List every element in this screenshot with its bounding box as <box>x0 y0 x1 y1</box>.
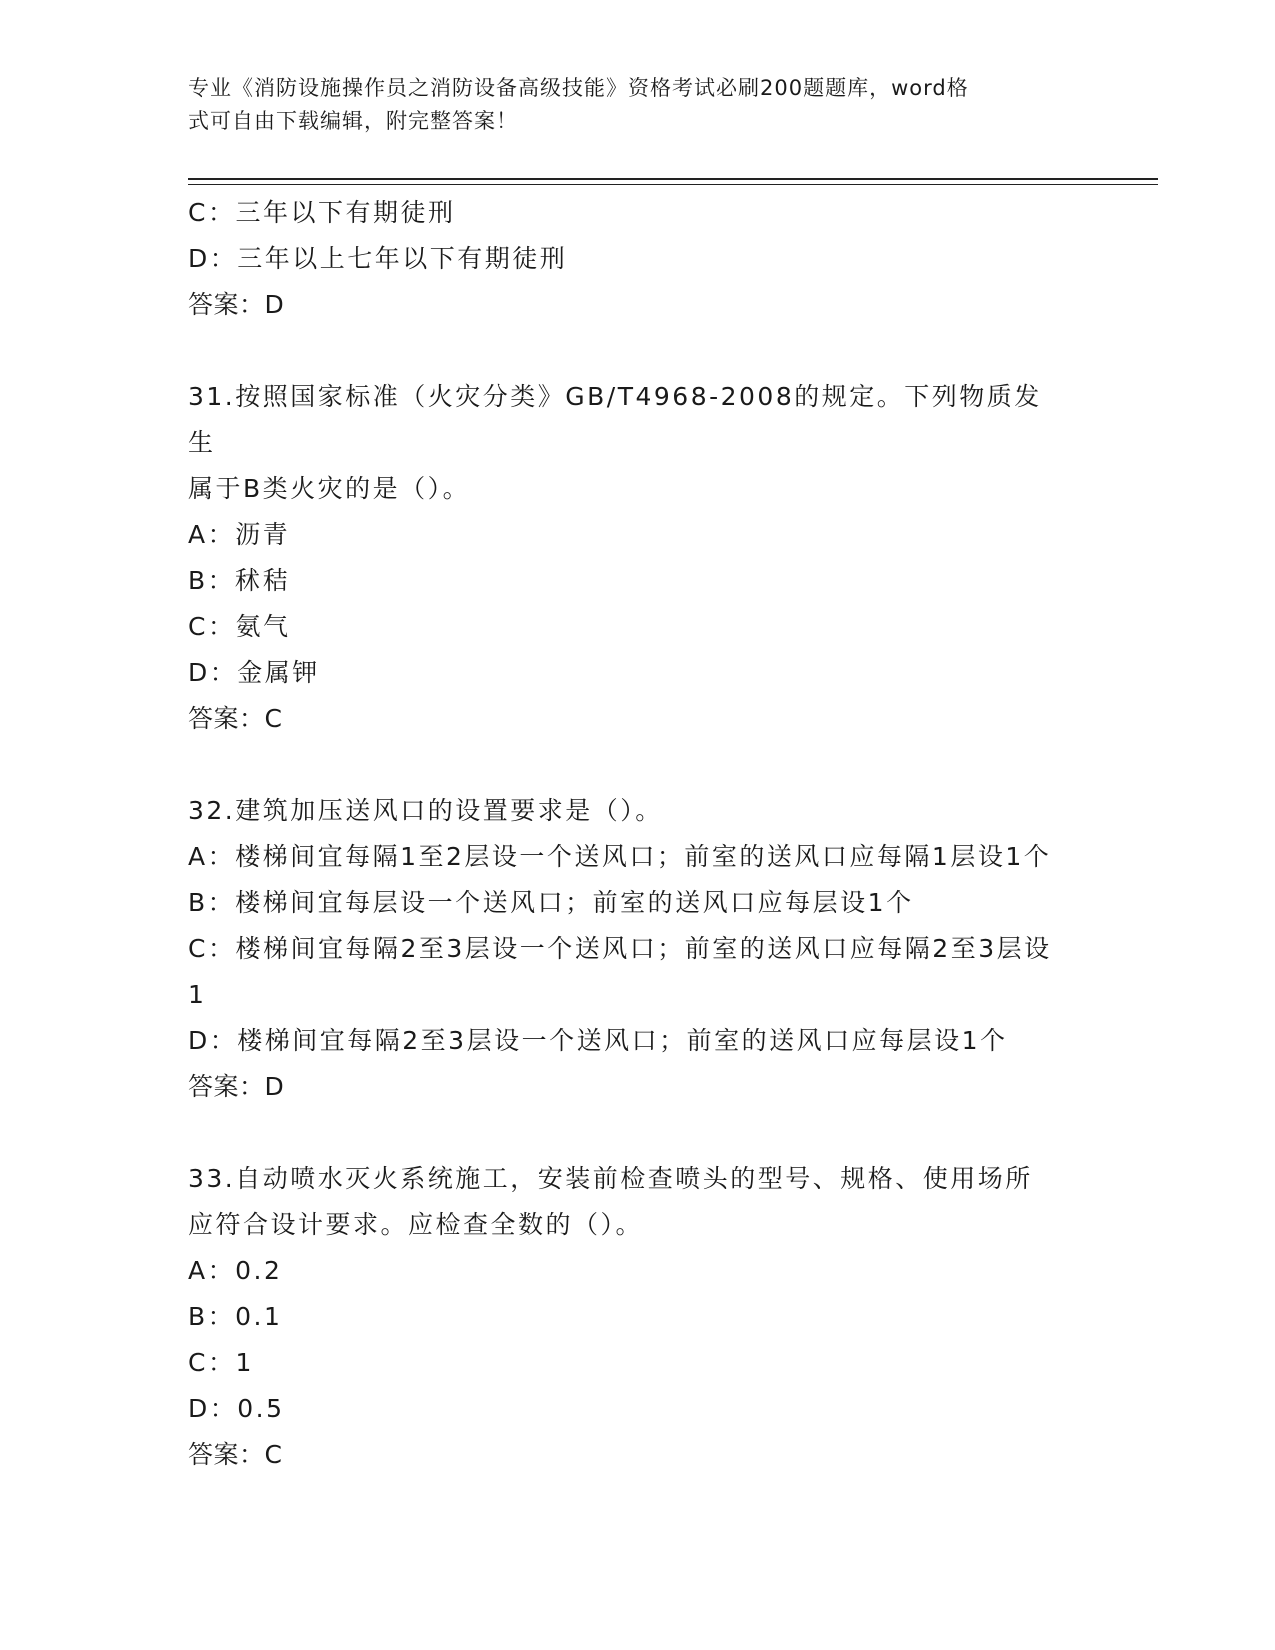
question-stem: 32.建筑加压送风口的设置要求是（）。 <box>188 796 663 825</box>
option-a: A：楼梯间宜每隔1至2层设一个送风口；前室的送风口应每隔1层设1个 <box>188 842 1052 871</box>
option-c: C：氨气 <box>188 612 291 641</box>
header-divider <box>188 178 1158 185</box>
option-a: A：0.2 <box>188 1256 283 1285</box>
answer-line: 答案：C <box>188 1440 283 1469</box>
option-c: C：楼梯间宜每隔2至3层设一个送风口；前室的送风口应每隔2至3层设1 <box>188 934 1052 1009</box>
option-d: D：0.5 <box>188 1394 285 1423</box>
previous-question-tail <box>188 190 1068 328</box>
question-stem: 应符合设计要求。应检查全数的（）。 <box>188 1210 644 1239</box>
answer-line: 答案：D <box>188 290 285 319</box>
header-line-1: 专业《消防设施操作员之消防设备高级技能》资格考试必刷200题题库，word格 <box>188 76 969 100</box>
option-c: C：1 <box>188 1348 254 1377</box>
option-d: D：金属钾 <box>188 658 320 687</box>
question-33 <box>188 1156 1068 1478</box>
question-32 <box>188 788 1068 1110</box>
answer-line: 答案：C <box>188 704 283 733</box>
header-line-2: 式可自由下载编辑，附完整答案！ <box>188 109 518 133</box>
question-stem: 33.自动喷水灭火系统施工，安装前检查喷头的型号、规格、使用场所 <box>188 1164 1033 1193</box>
answer-line: 答案：D <box>188 1072 285 1101</box>
option-a: A：沥青 <box>188 520 291 549</box>
option-d: D：楼梯间宜每隔2至3层设一个送风口；前室的送风口应每层设1个 <box>188 1026 1008 1055</box>
option-b: B：秫秸 <box>188 566 291 595</box>
option-c: C：三年以下有期徒刑 <box>188 198 456 227</box>
question-list <box>188 190 1068 1478</box>
option-b: B：楼梯间宜每层设一个送风口；前室的送风口应每层设1个 <box>188 888 914 917</box>
question-stem: 31.按照国家标准（火灾分类》GB/T4968-2008的规定。下列物质发生 <box>188 382 1042 457</box>
option-b: B：0.1 <box>188 1302 283 1331</box>
option-d: D：三年以上七年以下有期徒刑 <box>188 244 568 273</box>
question-stem: 属于B类火灾的是（）。 <box>188 474 471 503</box>
question-31 <box>188 374 1068 742</box>
page-header <box>188 72 1068 138</box>
